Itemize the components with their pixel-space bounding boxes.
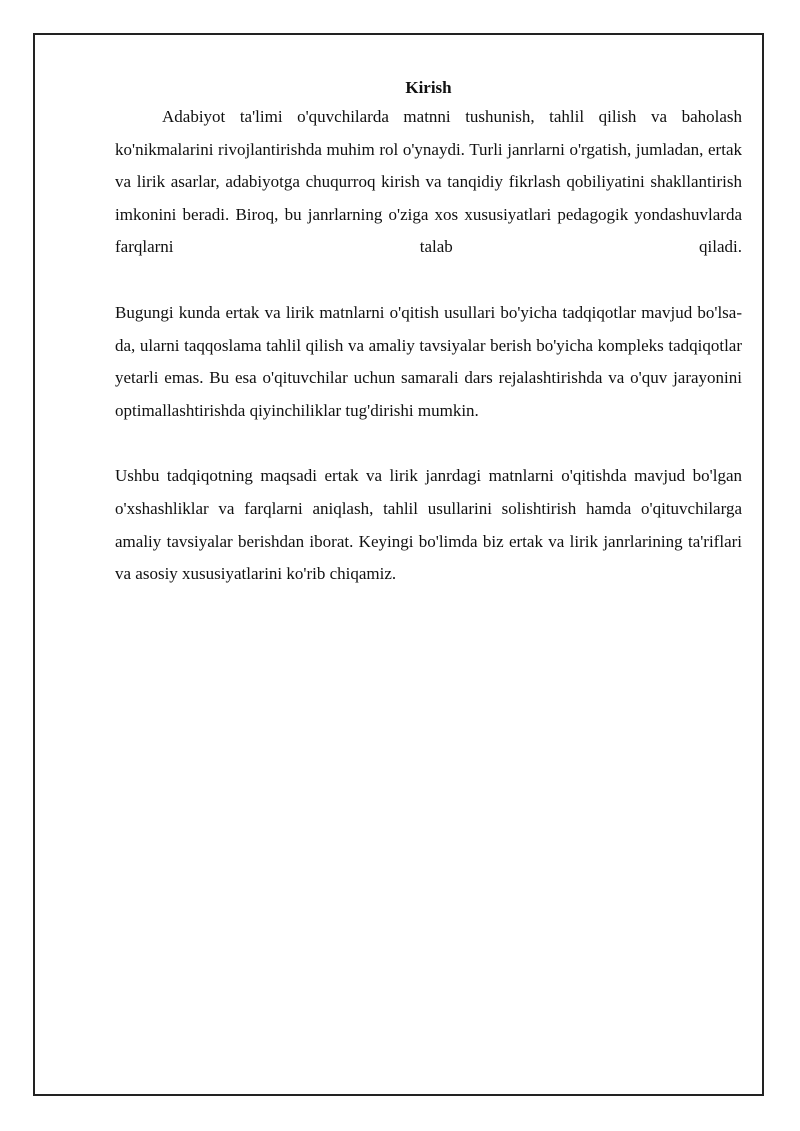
page-title: Kirish xyxy=(405,78,452,97)
paragraph-research-aim: Ushbu tadqiqotning maqsadi ertak va lirik janrdagi matnlarni o'qitishda mavjud bo'lgan o'xshashliklar va farqlarni aniqlash, tahlil usullarini solishtirish hamda o'qituvchilarga amaliy tavsiyalar berishdan iborat. Keyingi bo'limda biz ertak va lirik janrlarining ta'riflari va asosiy xususiyatlarini ko'rib chiqamiz. xyxy=(115,466,742,584)
document-body xyxy=(115,76,742,591)
paragraph-intro: Adabiyot ta'limi o'quvchilarda matnni tushunish, tahlil qilish va baholash ko'nikmalarini rivojlantirishda muhim rol o'ynaydi. Turli janrlarni o'rgatish, jumladan, ertak va lirik asarlar, adabiyotga chuqurroq kirish va tanqidiy fikrlash qobiliyatini shakllantirish imkonini beradi. Biroq, bu janrlarning o'ziga xos xususiyatlari pedagogik yondashuvlarda farqlarni talab qiladi. xyxy=(115,107,742,257)
paragraph-spacer xyxy=(115,427,742,460)
paragraph-spacer xyxy=(115,264,742,297)
paragraph-research-gap: Bugungi kunda ertak va lirik matnlarni o'qitish usullari bo'yicha tadqiqotlar mavjud bo'lsa-da, ularni taqqoslama tahlil qilish va amaliy tavsiyalar berish bo'yicha kompleks tadqiqotlar yetarli emas. Bu esa o'qituvchilar uchun samarali dars rejalashtirishda va o'quv jarayonini optimallashtirishda qiyinchiliklar tug'dirishi mumkin. xyxy=(115,302,742,420)
